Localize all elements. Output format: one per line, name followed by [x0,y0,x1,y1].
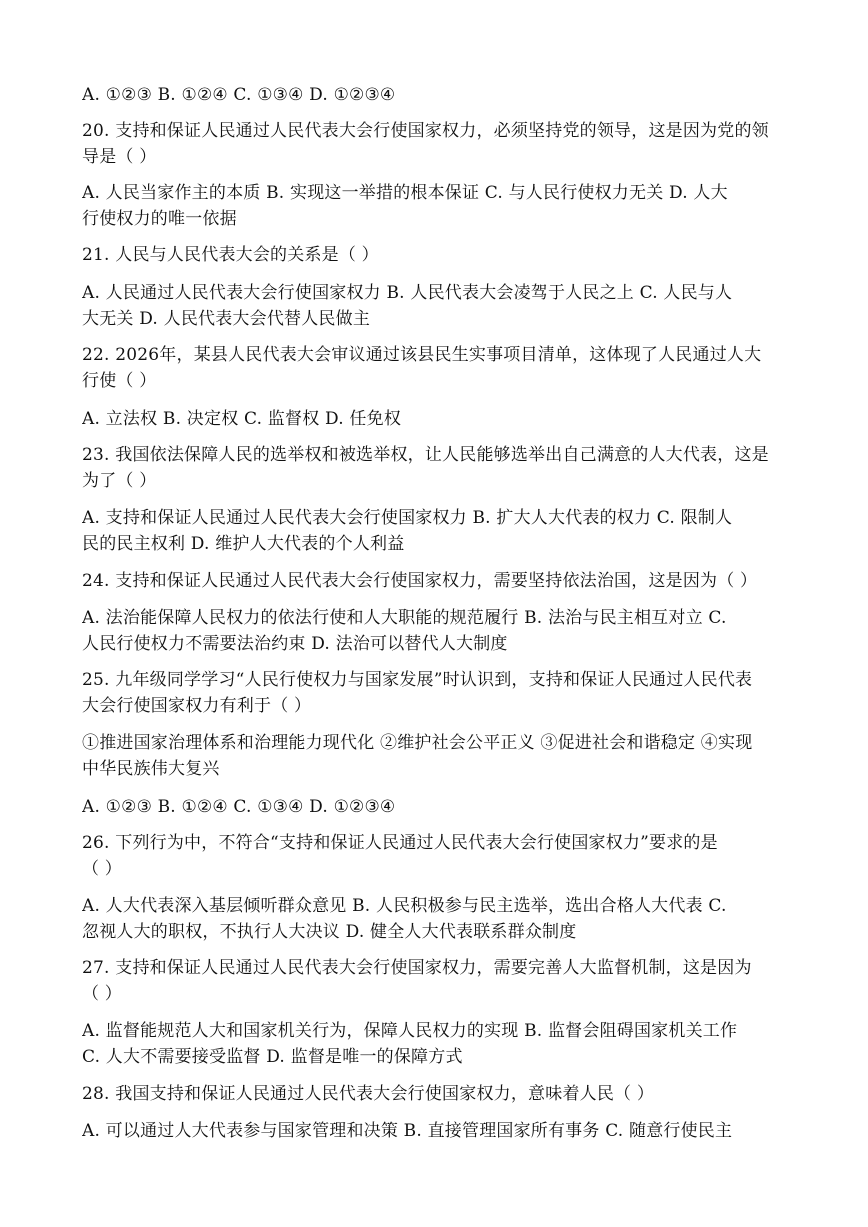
q24-options-line2: 人民行使权力不需要法治约束 D. 法治可以替代人大制度 [82,634,508,654]
q23-options-line1: A. 支持和保证人民通过人民代表大会行使国家权力 B. 扩大人大代表的权力 C. 限制人 [82,508,733,528]
q26-options-line2: 忽视人大的职权，不执行人大决议 D. 健全人大代表联系群众制度 [82,922,577,942]
q26-stem-line2: （ ） [82,859,123,879]
q26-options-line1: A. 人大代表深入基层倾听群众意见 B. 人民积极参与民主选举，选出合格人大代表 C. [82,896,727,916]
q19-options: A. ①②③ B. ①②④ C. ①③④ D. ①②③④ [82,85,396,105]
q25-stem-line1: 25. 九年级同学学习“人民行使权力与国家发展”时认识到，支持和保证人民通过人民代表 [82,670,753,690]
q21-options-line1: A. 人民通过人民代表大会行使国家权力 B. 人民代表大会凌驾于人民之上 C. 人民与人 [82,283,733,303]
q28-options-line1: A. 可以通过人大代表参与国家管理和决策 B. 直接管理国家所有事务 C. 随意行使民主 [82,1121,733,1141]
q20-stem-line1: 20. 支持和保证人民通过人民代表大会行使国家权力，必须坚持党的领导，这是因为党的领 [82,121,769,141]
q22-stem-line1: 22. 2026年，某县人民代表大会审议通过该县民生实事项目清单，这体现了人民通过人大 [82,345,762,365]
q23-stem-line2: 为了（ ） [82,471,157,491]
q22-options: A. 立法权 B. 决定权 C. 监督权 D. 任免权 [82,409,402,429]
q28-stem: 28. 我国支持和保证人民通过人民代表大会行使国家权力，意味着人民（ ） [82,1084,655,1104]
q24-stem: 24. 支持和保证人民通过人民代表大会行使国家权力，需要坚持依法治国，这是因为（ ） [82,571,758,591]
q23-options-line2: 民的民主权利 D. 维护人大代表的个人利益 [82,534,405,554]
q24-options-line1: A. 法治能保障人民权力的依法行使和人大职能的规范履行 B. 法治与民主相互对立 C. [82,608,727,628]
q21-stem: 21. 人民与人民代表大会的关系是（ ） [82,245,379,265]
q26-stem-line1: 26. 下列行为中，不符合“支持和保证人民通过人民代表大会行使国家权力”要求的是 [82,833,718,853]
q20-stem-line2: 导是（ ） [82,147,157,167]
q27-options-line1: A. 监督能规范人大和国家机关行为，保障人民权力的实现 B. 监督会阻碍国家机关工作 [82,1021,738,1041]
q21-options-line2: 大无关 D. 人民代表大会代替人民做主 [82,309,371,329]
q25-stem-line2: 大会行使国家权力有利于（ ） [82,696,312,716]
q27-options-line2: C. 人大不需要接受监督 D. 监督是唯一的保障方式 [82,1047,463,1067]
q25-options: A. ①②③ B. ①②④ C. ①③④ D. ①②③④ [82,797,396,817]
q27-stem-line1: 27. 支持和保证人民通过人民代表大会行使国家权力，需要完善人大监督机制，这是因为 [82,958,752,978]
q25-statements-line1: ①推进国家治理体系和治理能力现代化 ②维护社会公平正义 ③促进社会和谐稳定 ④实现 [82,733,753,753]
q25-statements-line2: 中华民族伟大复兴 [82,759,220,779]
q20-options-line2: 行使权力的唯一依据 [82,209,237,229]
q22-stem-line2: 行使（ ） [82,371,157,391]
q27-stem-line2: （ ） [82,984,123,1004]
q20-options-line1: A. 人民当家作主的本质 B. 实现这一举措的根本保证 C. 与人民行使权力无关 D. 人大 [82,183,728,203]
q23-stem-line1: 23. 我国依法保障人民的选举权和被选举权，让人民能够选举出自己满意的人大代表，这是 [82,445,769,465]
